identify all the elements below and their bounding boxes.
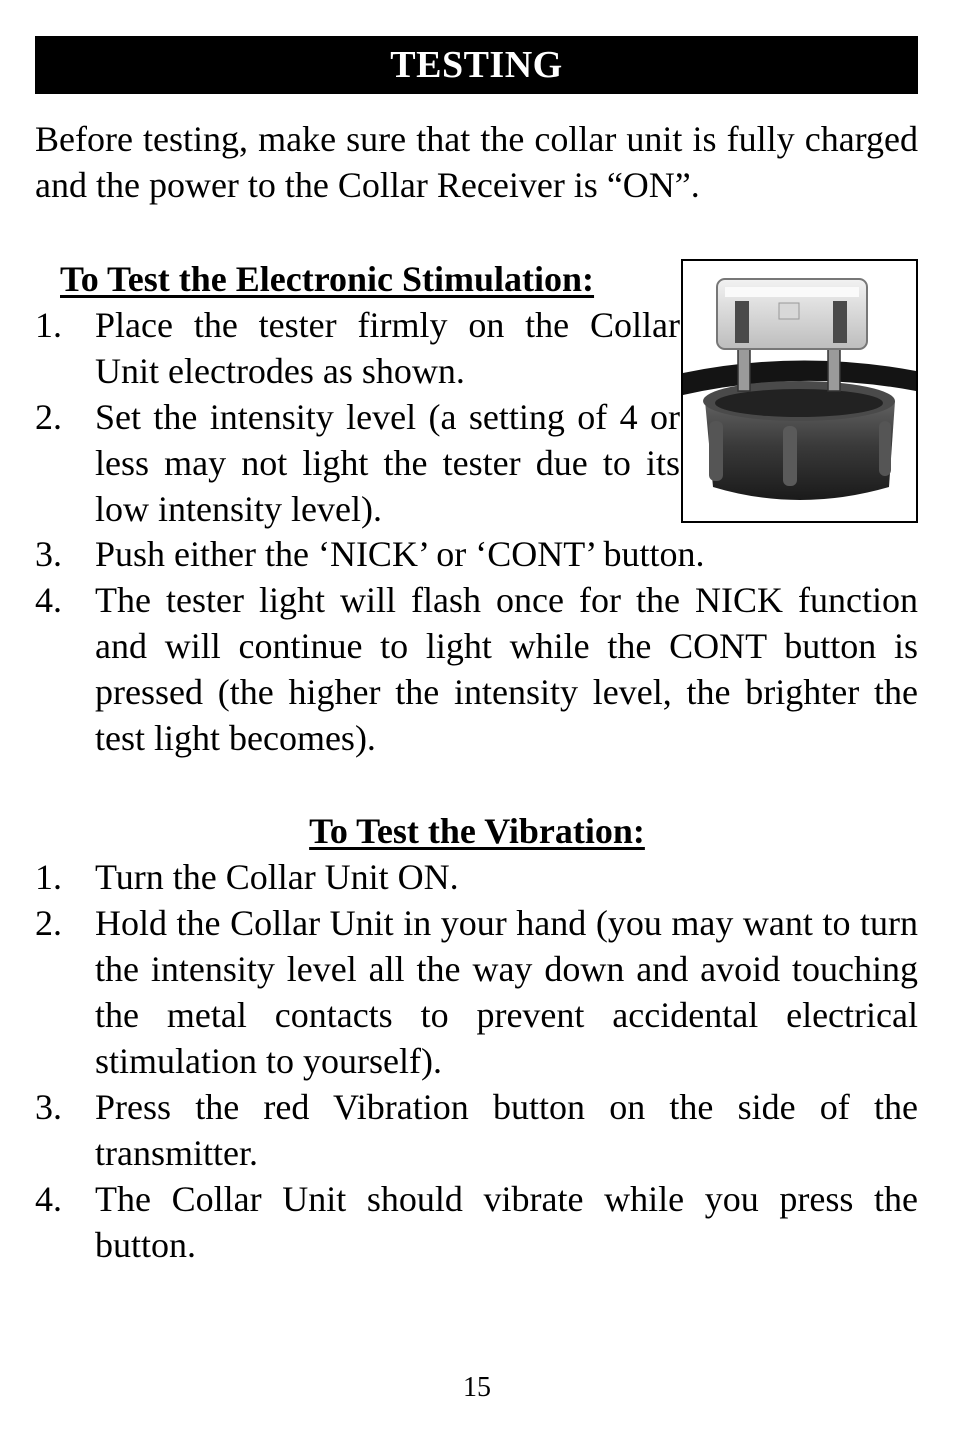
- step-number: 3.: [35, 534, 62, 574]
- step-text: The Collar Unit should vibrate while you press the button.: [95, 1179, 918, 1265]
- list-item: [35, 1176, 918, 1268]
- step-number: 4.: [35, 1179, 62, 1219]
- vibration-heading: To Test the Vibration:: [309, 811, 645, 851]
- step-number: 2.: [35, 903, 62, 943]
- page-number: 15: [463, 1372, 491, 1403]
- collar-tester-photo: [681, 259, 918, 523]
- list-item: [35, 577, 918, 761]
- list-item: [35, 302, 680, 394]
- list-item: [35, 531, 918, 577]
- section-title: TESTING: [390, 44, 563, 86]
- list-item: [35, 1084, 918, 1176]
- step-text: Hold the Collar Unit in your hand (you may want to turn the intensity level all the way down and avoid touching the metal contacts to prevent accidental electrical stimulation to yourself).: [95, 903, 918, 1081]
- step-text: Push either the ‘NICK’ or ‘CONT’ button.: [95, 534, 705, 574]
- step-text: Set the intensity level (a setting of 4 or less may not light the tester due to its low intensity level).: [95, 397, 680, 529]
- stimulation-heading: To Test the Electronic Stimulation:: [60, 259, 595, 299]
- step-number: 2.: [35, 397, 62, 437]
- vibration-steps: [35, 854, 918, 1268]
- section-title-bar: [35, 36, 918, 94]
- stimulation-steps-short: [35, 302, 680, 532]
- vibration-heading-row: [0, 808, 954, 854]
- step-number: 3.: [35, 1087, 62, 1127]
- step-text: The tester light will flash once for the NICK function and will continue to light while the CONT button is pressed (the higher the intensity level, the brighter the test light becomes).: [95, 580, 918, 758]
- collar-tester-illustration: [683, 261, 916, 521]
- step-number: 1.: [35, 305, 62, 345]
- step-text: Turn the Collar Unit ON.: [95, 857, 459, 897]
- intro-paragraph: Before testing, make sure that the collar unit is fully charged and the power to the Collar Receiver is “ON”.: [35, 119, 918, 205]
- list-item: [35, 900, 918, 1084]
- list-item: [35, 394, 680, 532]
- step-number: 1.: [35, 857, 62, 897]
- step-text: Press the red Vibration button on the side of the transmitter.: [95, 1087, 918, 1173]
- list-item: [35, 854, 918, 900]
- step-text: Place the tester firmly on the Collar Unit electrodes as shown.: [95, 305, 680, 391]
- stimulation-steps-wide: [35, 531, 918, 761]
- step-number: 4.: [35, 580, 62, 620]
